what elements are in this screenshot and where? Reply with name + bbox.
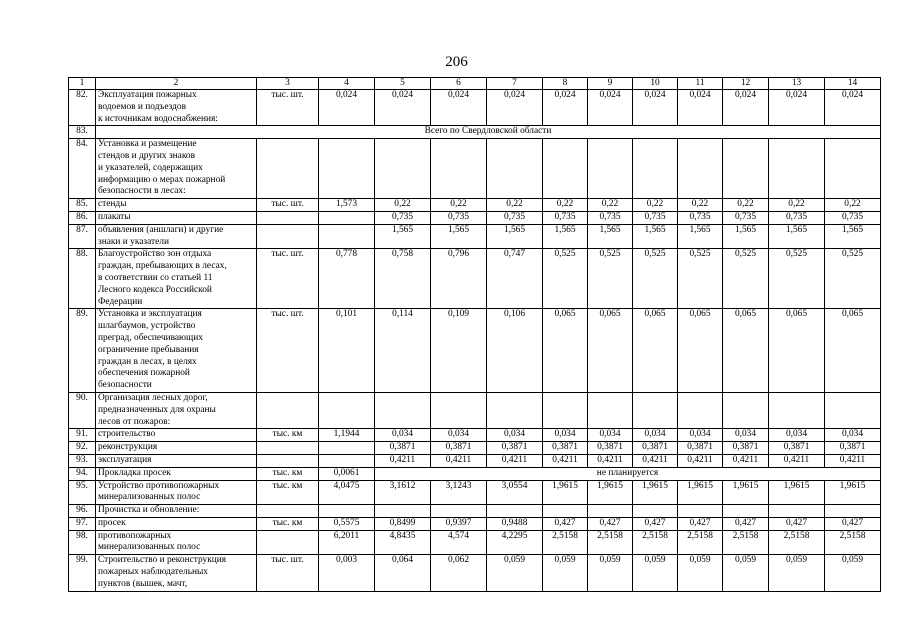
value-cell: [487, 505, 543, 518]
measure-name-cell: плакаты: [96, 211, 257, 224]
value-cell: 0,735: [825, 211, 881, 224]
value-cell: 2,5158: [678, 530, 723, 555]
table-row: [69, 442, 881, 455]
value-cell: 0,4211: [487, 454, 543, 467]
value-cell: 0,22: [375, 199, 431, 212]
value-cell: 0,034: [487, 429, 543, 442]
unit-cell: тыс. км: [257, 480, 319, 505]
value-cell: 0,0061: [319, 467, 375, 480]
column-number-cell: 8: [543, 78, 588, 90]
value-cell: 0,064: [375, 555, 431, 591]
value-cell: 0,059: [543, 555, 588, 591]
column-number-cell: 13: [769, 78, 825, 90]
unit-cell: тыс. км: [257, 517, 319, 530]
measure-name-cell: Строительство и реконструкция пожарных наблюдательных пунктов (вышек, мачт,: [96, 555, 257, 591]
value-cell: 0,4211: [543, 454, 588, 467]
row-number-cell: 88.: [69, 249, 96, 309]
value-cell: [319, 505, 375, 518]
value-cell: 0,525: [825, 249, 881, 309]
value-cell: 0,3871: [543, 442, 588, 455]
table-row: [69, 249, 881, 309]
value-cell: 0,22: [825, 199, 881, 212]
row-number-cell: 92.: [69, 442, 96, 455]
value-cell: 4,0475: [319, 480, 375, 505]
value-cell: [319, 211, 375, 224]
unit-cell: [257, 392, 319, 428]
value-cell: 4,8435: [375, 530, 431, 555]
value-cell: [825, 392, 881, 428]
value-cell: 1,565: [431, 224, 487, 249]
column-number-cell: 2: [96, 78, 257, 90]
value-cell: 1,565: [487, 224, 543, 249]
value-cell: 0,427: [769, 517, 825, 530]
value-cell: 2,5158: [769, 530, 825, 555]
column-number-cell: 4: [319, 78, 375, 90]
value-cell: 2,5158: [543, 530, 588, 555]
value-cell: [825, 505, 881, 518]
value-cell: 1,565: [769, 224, 825, 249]
value-cell: 0,059: [633, 555, 678, 591]
value-cell: 0,8499: [375, 517, 431, 530]
value-cell: [723, 139, 769, 199]
value-cell: 0,735: [375, 211, 431, 224]
value-cell: 1,565: [375, 224, 431, 249]
value-cell: 0,525: [769, 249, 825, 309]
unit-cell: тыс. шт.: [257, 555, 319, 591]
value-cell: 0,22: [487, 199, 543, 212]
value-cell: 0,059: [588, 555, 633, 591]
value-cell: [543, 392, 588, 428]
column-number-cell: 7: [487, 78, 543, 90]
value-cell: 0,5575: [319, 517, 375, 530]
value-cell: 0,4211: [588, 454, 633, 467]
value-cell: 0,024: [678, 90, 723, 126]
row-number-cell: 97.: [69, 517, 96, 530]
value-cell: 0,065: [588, 309, 633, 393]
column-number-cell: 6: [431, 78, 487, 90]
value-cell: 0,024: [487, 90, 543, 126]
column-number-cell: 14: [825, 78, 881, 90]
measure-name-cell: объявления (аншлаги) и другие знаки и указатели: [96, 224, 257, 249]
row-number-cell: 94.: [69, 467, 96, 480]
measure-name-cell: Прокладка просек: [96, 467, 257, 480]
value-cell: [319, 442, 375, 455]
row-number-cell: 83.: [69, 126, 96, 139]
value-cell: 0,735: [543, 211, 588, 224]
value-cell: 0,024: [431, 90, 487, 126]
measure-name-cell: Эксплуатация пожарных водоемов и подъездов к источникам водоснабжения:: [96, 90, 257, 126]
row-number-cell: 90.: [69, 392, 96, 428]
value-cell: 0,747: [487, 249, 543, 309]
value-cell: 0,059: [769, 555, 825, 591]
table-row: [69, 224, 881, 249]
row-number-cell: 86.: [69, 211, 96, 224]
unit-cell: [257, 224, 319, 249]
unit-cell: [257, 454, 319, 467]
table-row: [69, 199, 881, 212]
value-cell: 0,065: [769, 309, 825, 393]
value-cell: 0,065: [633, 309, 678, 393]
value-cell: 0,9397: [431, 517, 487, 530]
value-cell: 1,565: [678, 224, 723, 249]
value-cell: [431, 505, 487, 518]
value-cell: 0,034: [633, 429, 678, 442]
column-number-cell: 9: [588, 78, 633, 90]
value-cell: 0,109: [431, 309, 487, 393]
value-cell: 0,062: [431, 555, 487, 591]
table-row: [69, 530, 881, 555]
value-cell: 0,065: [543, 309, 588, 393]
value-cell: 0,796: [431, 249, 487, 309]
value-cell: 1,565: [543, 224, 588, 249]
value-cell: 2,5158: [633, 530, 678, 555]
value-cell: 0,3871: [375, 442, 431, 455]
row-number-cell: 93.: [69, 454, 96, 467]
measure-name-cell: строительство: [96, 429, 257, 442]
value-cell: 0,059: [678, 555, 723, 591]
column-number-cell: 3: [257, 78, 319, 90]
value-cell: [487, 139, 543, 199]
value-cell: 0,758: [375, 249, 431, 309]
value-cell: 0,427: [825, 517, 881, 530]
value-cell: 3,1612: [375, 480, 431, 505]
value-cell: 0,034: [375, 429, 431, 442]
value-cell: [375, 139, 431, 199]
value-cell: 0,22: [723, 199, 769, 212]
value-cell: 1,9615: [825, 480, 881, 505]
row-number-cell: 82.: [69, 90, 96, 126]
measure-name-cell: Организация лесных дорог, предназначенных для охраны лесов от пожаров:: [96, 392, 257, 428]
value-cell: 0,525: [678, 249, 723, 309]
measure-name-cell: Устройство противопожарных минерализованных полос: [96, 480, 257, 505]
value-cell: 0,9488: [487, 517, 543, 530]
value-cell: 0,034: [723, 429, 769, 442]
value-cell: 0,735: [723, 211, 769, 224]
value-cell: [769, 139, 825, 199]
value-cell: 2,5158: [825, 530, 881, 555]
value-cell: [375, 505, 431, 518]
table-row: [69, 454, 881, 467]
value-cell: [319, 224, 375, 249]
value-cell: 6,2011: [319, 530, 375, 555]
value-cell: 0,114: [375, 309, 431, 393]
value-cell: 1,9615: [543, 480, 588, 505]
value-cell: 0,735: [769, 211, 825, 224]
value-cell: 0,3871: [769, 442, 825, 455]
value-cell: 0,22: [633, 199, 678, 212]
value-cell: 0,024: [375, 90, 431, 126]
value-cell: 0,065: [678, 309, 723, 393]
value-cell: 0,427: [723, 517, 769, 530]
value-cell: [588, 392, 633, 428]
table-row: [69, 126, 881, 139]
row-number-cell: 91.: [69, 429, 96, 442]
value-cell: 0,427: [678, 517, 723, 530]
value-cell: [723, 505, 769, 518]
value-cell: 0,106: [487, 309, 543, 393]
value-cell: 0,003: [319, 555, 375, 591]
value-cell: [543, 505, 588, 518]
value-cell: 0,778: [319, 249, 375, 309]
unit-cell: тыс. шт.: [257, 249, 319, 309]
value-cell: 0,101: [319, 309, 375, 393]
value-cell: 0,22: [769, 199, 825, 212]
value-cell: 0,427: [543, 517, 588, 530]
table-row: [69, 90, 881, 126]
column-number-cell: 11: [678, 78, 723, 90]
measure-name-cell: Установка и размещение стендов и других знаков и указателей, содержащих информацию о мерах пожарной безопасности в лесах:: [96, 139, 257, 199]
value-cell: 0,4211: [723, 454, 769, 467]
value-cell: [825, 139, 881, 199]
value-cell: 0,525: [588, 249, 633, 309]
value-cell: [319, 139, 375, 199]
forest-fire-measures-table: [68, 77, 881, 592]
value-cell: 0,024: [825, 90, 881, 126]
value-cell: 0,22: [588, 199, 633, 212]
value-cell: 0,024: [723, 90, 769, 126]
column-number-cell: 1: [69, 78, 96, 90]
value-cell: 0,034: [543, 429, 588, 442]
unit-cell: [257, 211, 319, 224]
value-cell: [678, 392, 723, 428]
value-cell: [319, 392, 375, 428]
value-cell: 1,573: [319, 199, 375, 212]
unit-cell: тыс. шт.: [257, 309, 319, 393]
value-cell: 1,9615: [633, 480, 678, 505]
value-cell: 0,4211: [769, 454, 825, 467]
row-number-cell: 87.: [69, 224, 96, 249]
value-cell: 4,2295: [487, 530, 543, 555]
value-cell: 0,3871: [487, 442, 543, 455]
unit-cell: [257, 139, 319, 199]
unit-cell: [257, 505, 319, 518]
value-cell: 0,4211: [633, 454, 678, 467]
row-number-cell: 95.: [69, 480, 96, 505]
table-row: [69, 309, 881, 393]
value-cell: 0,024: [319, 90, 375, 126]
table-row: [69, 517, 881, 530]
value-cell: [633, 139, 678, 199]
value-cell: [769, 505, 825, 518]
value-cell: [723, 392, 769, 428]
value-cell: 0,034: [588, 429, 633, 442]
table-row: [69, 480, 881, 505]
value-cell: 0,525: [543, 249, 588, 309]
value-cell: 2,5158: [723, 530, 769, 555]
value-cell: 0,4211: [375, 454, 431, 467]
value-cell: 0,525: [723, 249, 769, 309]
value-cell: 1,9615: [588, 480, 633, 505]
row-number-cell: 99.: [69, 555, 96, 591]
measure-name-cell: Благоустройство зон отдыха граждан, пребывающих в лесах, в соответствии со статьей 11 Лесного кодекса Российской Федерации: [96, 249, 257, 309]
value-cell: [588, 139, 633, 199]
value-cell: 0,3871: [723, 442, 769, 455]
value-cell: 0,034: [431, 429, 487, 442]
value-cell: 0,059: [825, 555, 881, 591]
value-cell: [633, 505, 678, 518]
value-cell: 0,3871: [431, 442, 487, 455]
value-cell: 0,4211: [678, 454, 723, 467]
column-number-cell: 10: [633, 78, 678, 90]
row-number-cell: 96.: [69, 505, 96, 518]
table-row: [69, 139, 881, 199]
table-row: [69, 429, 881, 442]
row-number-cell: 98.: [69, 530, 96, 555]
value-cell: 3,0554: [487, 480, 543, 505]
table-row: [69, 555, 881, 591]
value-cell: 0,024: [769, 90, 825, 126]
value-cell: 0,735: [487, 211, 543, 224]
value-cell: 0,22: [543, 199, 588, 212]
unit-cell: тыс. шт.: [257, 90, 319, 126]
region-heading-cell: Всего по Свердловской области: [96, 126, 881, 139]
table-row: [69, 211, 881, 224]
value-cell: [431, 392, 487, 428]
value-cell: [588, 505, 633, 518]
unit-cell: тыс. км: [257, 429, 319, 442]
unit-cell: [257, 442, 319, 455]
value-cell: 0,4211: [431, 454, 487, 467]
value-cell: 0,3871: [678, 442, 723, 455]
row-number-cell: 84.: [69, 139, 96, 199]
not-planned-cell: не планируется: [375, 467, 881, 480]
table-row: [69, 467, 881, 480]
value-cell: 0,3871: [633, 442, 678, 455]
row-number-cell: 89.: [69, 309, 96, 393]
column-number-cell: 12: [723, 78, 769, 90]
value-cell: 0,034: [678, 429, 723, 442]
column-number-cell: 5: [375, 78, 431, 90]
value-cell: 0,735: [633, 211, 678, 224]
value-cell: 1,9615: [678, 480, 723, 505]
value-cell: 1,565: [825, 224, 881, 249]
value-cell: 0,427: [588, 517, 633, 530]
table-row: [69, 392, 881, 428]
value-cell: [431, 139, 487, 199]
value-cell: 0,427: [633, 517, 678, 530]
value-cell: 0,034: [769, 429, 825, 442]
unit-cell: тыс. км: [257, 467, 319, 480]
value-cell: [633, 392, 678, 428]
value-cell: 0,034: [825, 429, 881, 442]
page-number: 206: [445, 54, 468, 70]
table-row: [69, 505, 881, 518]
value-cell: 0,024: [633, 90, 678, 126]
measure-name-cell: просек: [96, 517, 257, 530]
value-cell: 0,024: [543, 90, 588, 126]
value-cell: 0,3871: [825, 442, 881, 455]
value-cell: 1,9615: [723, 480, 769, 505]
measure-name-cell: Установка и эксплуатация шлагбаумов, устройство преград, обеспечивающих ограничение пребывания граждан в лесах, в целях обеспечения пожарной безопасности: [96, 309, 257, 393]
value-cell: 0,065: [723, 309, 769, 393]
column-number-row: [69, 78, 881, 90]
value-cell: [678, 505, 723, 518]
value-cell: 4,574: [431, 530, 487, 555]
value-cell: [487, 392, 543, 428]
row-number-cell: 85.: [69, 199, 96, 212]
value-cell: 2,5158: [588, 530, 633, 555]
measure-name-cell: реконструкция: [96, 442, 257, 455]
value-cell: 0,735: [588, 211, 633, 224]
value-cell: 0,024: [588, 90, 633, 126]
value-cell: 0,059: [487, 555, 543, 591]
value-cell: 0,22: [431, 199, 487, 212]
value-cell: 1,565: [633, 224, 678, 249]
value-cell: [543, 139, 588, 199]
value-cell: 0,4211: [825, 454, 881, 467]
value-cell: [375, 392, 431, 428]
measure-name-cell: стенды: [96, 199, 257, 212]
value-cell: 0,22: [678, 199, 723, 212]
value-cell: 1,9615: [769, 480, 825, 505]
measure-name-cell: эксплуатация: [96, 454, 257, 467]
value-cell: 1,1944: [319, 429, 375, 442]
value-cell: 0,735: [431, 211, 487, 224]
value-cell: 0,525: [633, 249, 678, 309]
value-cell: 3,1243: [431, 480, 487, 505]
value-cell: [678, 139, 723, 199]
measure-name-cell: Прочистка и обновление:: [96, 505, 257, 518]
value-cell: 1,565: [723, 224, 769, 249]
value-cell: 0,3871: [588, 442, 633, 455]
value-cell: [319, 454, 375, 467]
value-cell: 0,065: [825, 309, 881, 393]
value-cell: 0,059: [723, 555, 769, 591]
value-cell: 1,565: [588, 224, 633, 249]
unit-cell: [257, 530, 319, 555]
unit-cell: тыс. шт.: [257, 199, 319, 212]
value-cell: [769, 392, 825, 428]
measure-name-cell: противопожарных минерализованных полос: [96, 530, 257, 555]
value-cell: 0,735: [678, 211, 723, 224]
